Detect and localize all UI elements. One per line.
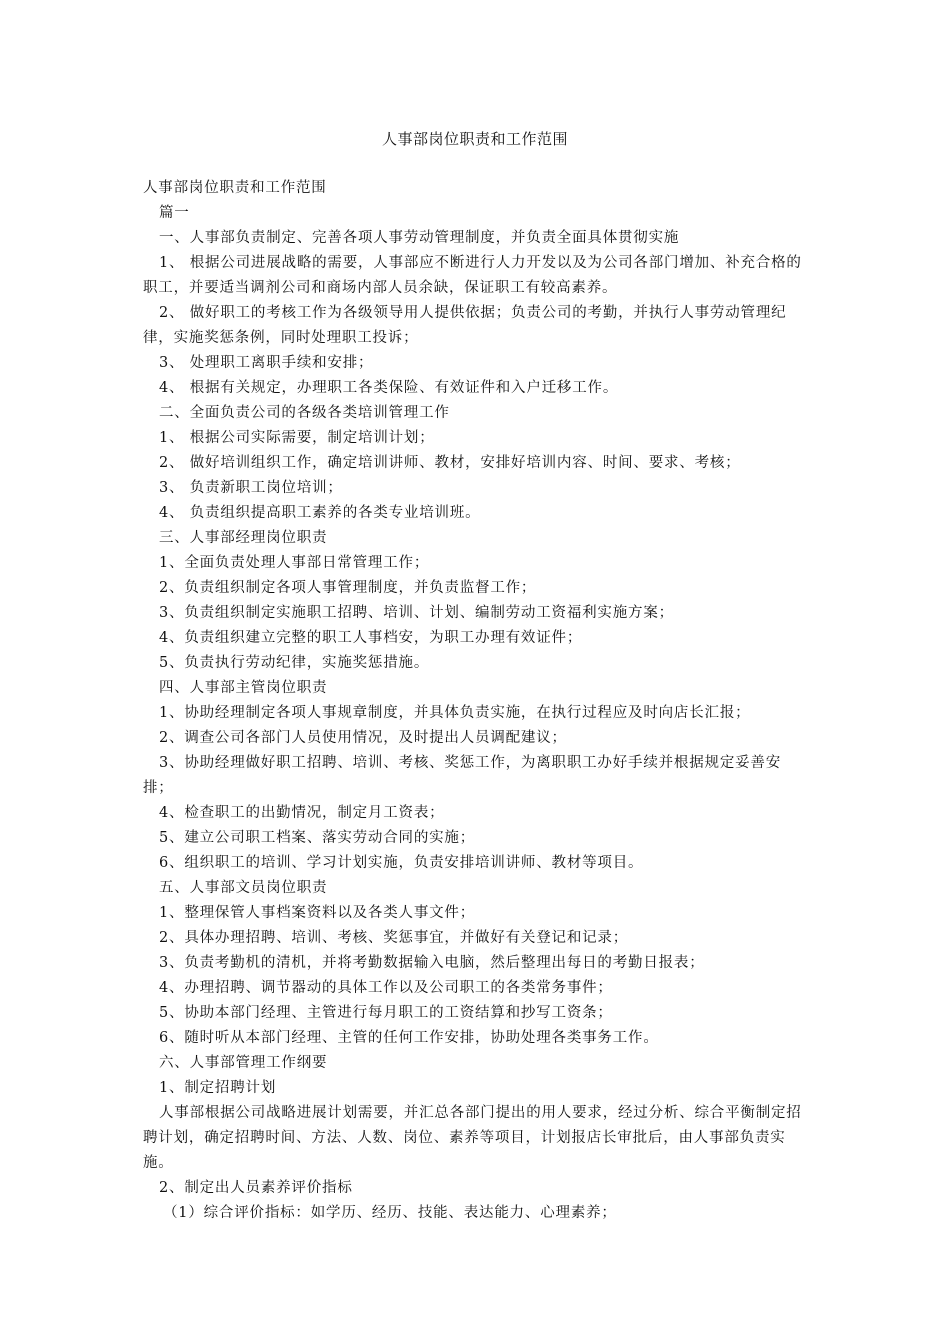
paragraph: 2、具体办理招聘、培训、考核、奖惩事宜，并做好有关登记和记录； [159, 930, 629, 946]
paragraph: 1、整理保管人事档案资料以及各类人事文件； [159, 905, 476, 921]
paragraph: 3、 处理职工离职手续和安排； [159, 355, 374, 371]
paragraph: 1、 根据公司进展战略的需要，人事部应不断进行人力开发以及为公司各部门增加、补充合格的职工，并要适当调剂公司和商场内部人员余缺，保证职工有较高素养。 [143, 255, 802, 296]
paragraph: 1、 根据公司实际需要，制定培训计划； [159, 430, 435, 446]
paragraph: 4、 根据有关规定，办理职工各类保险、有效证件和入户迁移工作。 [159, 380, 619, 396]
paragraph: 4、负责组织建立完整的职工人事档安，为职工办理有效证件； [159, 630, 583, 646]
section-heading: 四、人事部主管岗位职责 [159, 680, 328, 696]
paragraph: 2、负责组织制定各项人事管理制度，并负责监督工作； [159, 580, 537, 596]
paragraph: 5、负责执行劳动纪律，实施奖惩措施。 [159, 655, 430, 671]
paragraph: 2、制定出人员素养评价指标 [159, 1180, 353, 1196]
paragraph: 2、 做好职工的考核工作为各级领导用人提供依据；负责公司的考勤，并执行人事劳动管理纪律，实施奖惩条例，同时处理职工投诉； [143, 305, 787, 346]
paragraph: 篇一 [159, 205, 190, 221]
paragraph: 3、负责组织制定实施职工招聘、培训、计划、编制劳动工资福利实施方案； [159, 605, 674, 621]
paragraph: 6、随时听从本部门经理、主管的任何工作安排，协助处理各类事务工作。 [159, 1030, 659, 1046]
paragraph: 5、协助本部门经理、主管进行每月职工的工资结算和抄写工资条； [159, 1005, 613, 1021]
paragraph: 3、 负责新职工岗位培训； [159, 480, 343, 496]
paragraph: 人事部根据公司战略进展计划需要，并汇总各部门提出的用人要求，经过分析、综合平衡制定招聘计划，确定招聘时间、方法、人数、岗位、素养等项目，计划报店长审批后，由人事部负责实施。 [143, 1105, 802, 1171]
paragraph: 3、协助经理做好职工招聘、培训、考核、奖惩工作，为离职职工办好手续并根据规定妥善安排； [143, 755, 782, 796]
paragraph: 4、 负责组织提高职工素养的各类专业培训班。 [159, 505, 481, 521]
paragraph: 1、制定招聘计划 [159, 1080, 277, 1096]
paragraph: 1、全面负责处理人事部日常管理工作； [159, 555, 430, 571]
paragraph: 4、检查职工的出勤情况，制定月工资表； [159, 805, 445, 821]
section-heading: 六、人事部管理工作纲要 [159, 1055, 328, 1071]
paragraph: 4、办理招聘、调节器动的具体工作以及公司职工的各类常务事件； [159, 980, 613, 996]
section-heading: 一、人事部负责制定、完善各项人事劳动管理制度，并负责全面具体贯彻实施 [159, 230, 680, 246]
paragraph: 6、组织职工的培训、学习计划实施，负责安排培训讲师、教材等项目。 [159, 855, 644, 871]
paragraph: 3、负责考勤机的清机，并将考勤数据输入电脑，然后整理出每日的考勤日报表； [159, 955, 705, 971]
section-heading: 三、人事部经理岗位职责 [159, 530, 328, 546]
paragraph: （1）综合评价指标：如学历、经历、技能、表达能力、心理素养； [163, 1205, 617, 1221]
paragraph: 5、建立公司职工档案、落实劳动合同的实施； [159, 830, 476, 846]
paragraph: 1、协助经理制定各项人事规章制度，并具体负责实施，在执行过程应及时向店长汇报； [159, 705, 751, 721]
paragraph: 2、 做好培训组织工作，确定培训讲师、教材，安排好培训内容、时间、要求、考核； [159, 455, 741, 471]
section-heading: 人事部岗位职责和工作范围 [143, 180, 327, 196]
paragraph: 2、调查公司各部门人员使用情况，及时提出人员调配建议； [159, 730, 567, 746]
document-body [143, 176, 809, 1226]
section-heading: 五、人事部文员岗位职责 [159, 880, 328, 896]
section-heading: 二、全面负责公司的各级各类培训管理工作 [159, 405, 450, 421]
document-title: 人事部岗位职责和工作范围 [381, 130, 568, 148]
